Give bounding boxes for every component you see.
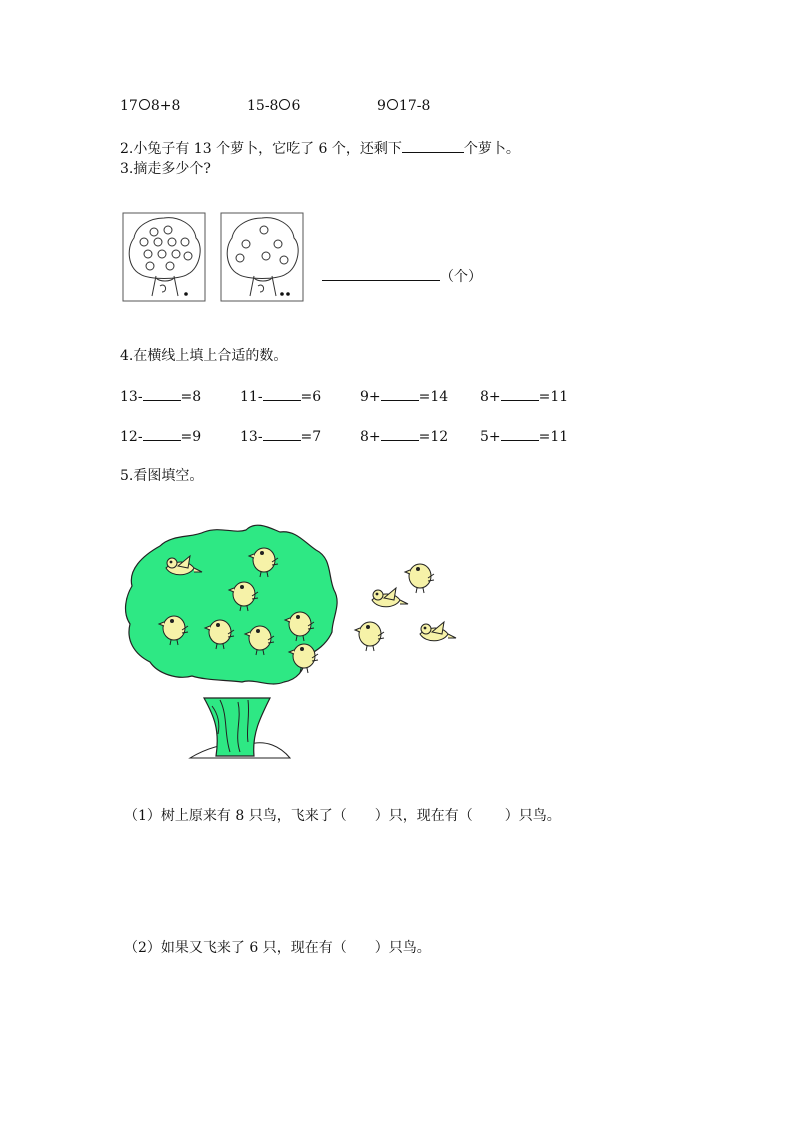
equation-7	[360, 426, 448, 445]
compare-circle[interactable]	[139, 99, 150, 110]
equation-3	[360, 386, 448, 405]
question-5-2-text: （2）如果又飞来了 6 只，现在有（	[124, 940, 347, 956]
answer-blank[interactable]	[263, 386, 301, 401]
compare-circle[interactable]	[279, 99, 290, 110]
equation-5	[120, 426, 201, 445]
question-5-1-text-end: ）只鸟。	[504, 808, 561, 824]
answer-blank[interactable]	[381, 386, 419, 401]
equation-suffix: =8	[180, 389, 202, 405]
compare-item-2	[247, 98, 300, 114]
question-5-1-text-mid: ）只，现在有（	[374, 808, 473, 824]
compare-left: 17	[120, 98, 138, 114]
apple-tree-picture-1	[122, 212, 206, 302]
equation-prefix: 8+	[360, 429, 381, 445]
equation-prefix: 8+	[480, 389, 501, 405]
compare-item-1	[120, 98, 180, 114]
question-2	[120, 138, 520, 158]
question-5-2	[124, 937, 431, 957]
compare-item-3	[377, 98, 430, 114]
equation-1	[120, 386, 201, 405]
equation-prefix: 13-	[240, 429, 263, 445]
equation-prefix: 13-	[120, 389, 143, 405]
compare-left: 9	[377, 98, 386, 114]
bird-tree-picture	[120, 520, 470, 760]
compare-left: 15-8	[247, 98, 279, 114]
apple-tree-picture-2	[220, 212, 304, 302]
answer-blank[interactable]	[501, 386, 539, 401]
equation-suffix: =9	[180, 429, 202, 445]
question-4-title: 4.在横线上填上合适的数。	[120, 348, 288, 364]
answer-blank[interactable]	[143, 426, 181, 441]
question-2-suffix: 个萝卜。	[463, 141, 520, 157]
answer-blank[interactable]	[322, 266, 440, 281]
unit-label: （个）	[440, 269, 482, 285]
equation-6	[240, 426, 321, 445]
question-5-1-text: （1）树上原来有 8 只鸟，飞来了（	[124, 808, 347, 824]
equation-suffix: =6	[300, 389, 322, 405]
answer-blank[interactable]	[402, 138, 464, 153]
equation-2	[240, 386, 321, 405]
question-5-1	[124, 805, 561, 825]
answer-blank[interactable]	[263, 426, 301, 441]
equation-suffix: =14	[418, 389, 449, 405]
equation-4	[480, 386, 568, 405]
equation-suffix: =12	[418, 429, 449, 445]
question-2-text: 2.小兔子有 13 个萝卜，它吃了 6 个，还剩下	[120, 141, 402, 157]
equation-suffix: =7	[300, 429, 322, 445]
answer-blank[interactable]	[381, 426, 419, 441]
equation-prefix: 5+	[480, 429, 501, 445]
equation-8	[480, 426, 568, 445]
question-5-2-text-end: ）只鸟。	[374, 940, 431, 956]
compare-right: 8+8	[150, 98, 181, 114]
question-3-answer	[322, 266, 482, 286]
equation-suffix: =11	[538, 429, 569, 445]
compare-right: 17-8	[398, 98, 431, 114]
compare-circle[interactable]	[387, 99, 398, 110]
question-3-title: 3.摘走多少个?	[120, 161, 211, 177]
equation-prefix: 9+	[360, 389, 381, 405]
equation-suffix: =11	[538, 389, 569, 405]
equation-prefix: 12-	[120, 429, 143, 445]
answer-blank[interactable]	[501, 426, 539, 441]
equation-prefix: 11-	[240, 389, 263, 405]
answer-blank[interactable]	[143, 386, 181, 401]
question-5-title: 5.看图填空。	[120, 468, 204, 484]
compare-right: 6	[291, 98, 301, 114]
